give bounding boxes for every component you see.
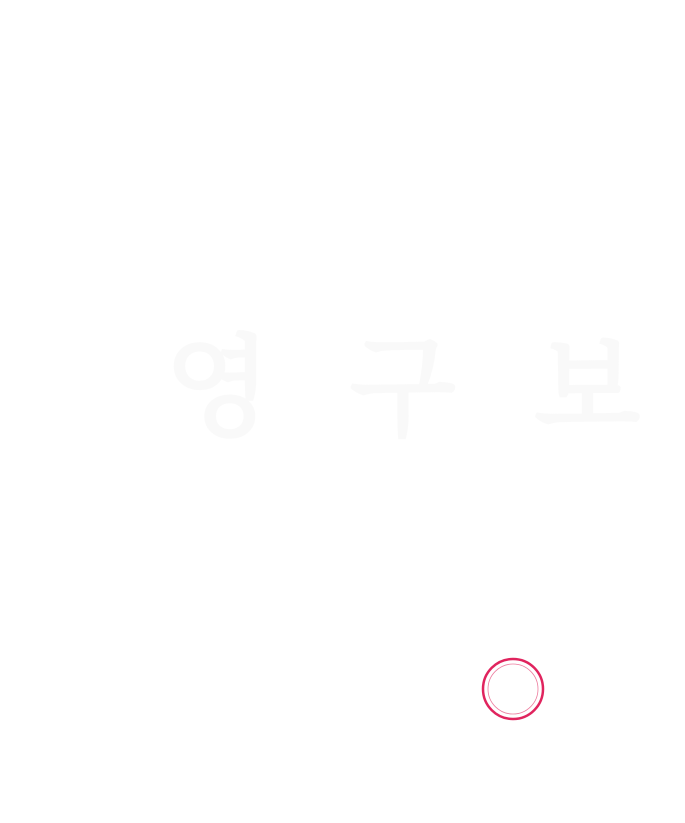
watermark: 영 구 보: [165, 324, 661, 452]
seal-ring: [483, 659, 543, 719]
judge-seal: [480, 656, 546, 722]
seal-inner-ring: [488, 664, 538, 714]
